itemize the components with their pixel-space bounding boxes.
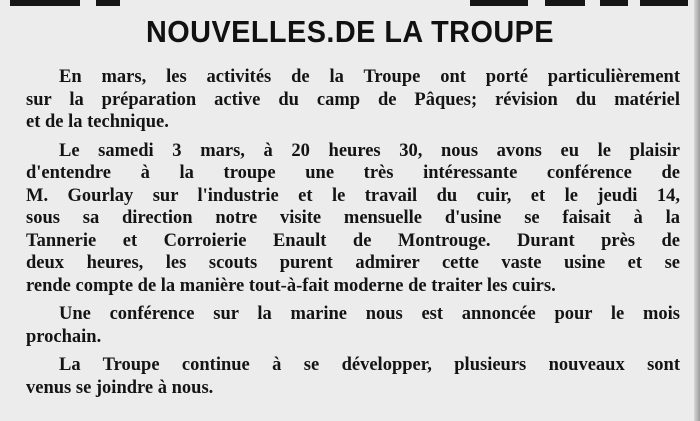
text-line: sous sa direction notre visite mensuelle d'usine se faisait à la — [26, 208, 680, 228]
text-line: deux heures, les scouts purent admirer cette vaste usine et se — [26, 253, 680, 273]
paragraph-3 — [26, 303, 680, 348]
text-line: sur la préparation active du camp de Pâques; révision du matériel — [26, 89, 680, 110]
text-line: et de la technique. — [26, 112, 169, 132]
text-line: Tannerie et Corroierie Enault de Montrouge. Durant près de — [26, 230, 680, 251]
text-line: Le samedi 3 mars, à 20 heures 30, nous avons eu le plaisir — [59, 140, 680, 161]
article-headline: NOUVELLES.DE LA TROUPE — [145, 14, 555, 49]
paragraph-4 — [26, 354, 680, 399]
article-body — [26, 66, 680, 405]
clipped-header-remnant — [0, 0, 700, 8]
text-line: Une conférence sur la marine nous est annoncée pour le mois — [59, 304, 680, 324]
text-line: d'entendre à la troupe une très intéressante conférence de — [26, 163, 680, 183]
text-line: prochain. — [26, 326, 102, 347]
text-line: La Troupe continue à se développer, plusieurs nouveaux sont — [59, 355, 680, 375]
text-line: En mars, les activités de la Troupe ont porté particulièrement — [59, 67, 680, 87]
text-line: M. Gourlay sur l'industrie et le travail du cuir, et le jeudi 14, — [26, 185, 680, 206]
paragraph-2 — [26, 140, 680, 298]
page-edge-shadow — [694, 0, 700, 421]
paragraph-1 — [26, 66, 680, 134]
text-line: rende compte de la manière tout-à-fait moderne de traiter les cuirs. — [26, 275, 556, 296]
text-line: venus se joindre à nous. — [26, 377, 214, 398]
